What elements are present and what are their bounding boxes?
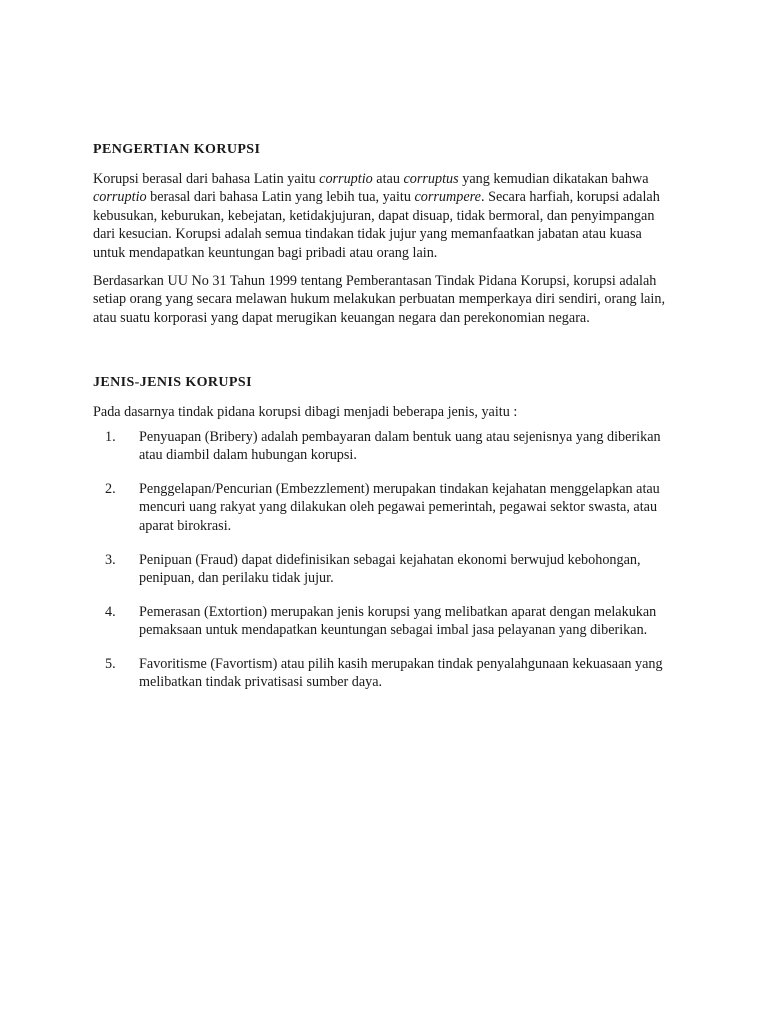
list-item-text: Favoritisme (Favortism) atau pilih kasih merupakan tindak penyalahgunaan kekuasaan yang melibatkan tindak privatisasi sumber daya. bbox=[139, 655, 663, 691]
list-number: 1. bbox=[105, 428, 116, 445]
latin-term: corruptio bbox=[319, 170, 373, 187]
list-number: 3. bbox=[105, 551, 116, 568]
list-item bbox=[93, 551, 673, 588]
list-item bbox=[93, 480, 673, 536]
list-intro: Pada dasarnya tindak pidana korupsi dibagi menjadi beberapa jenis, yaitu : bbox=[93, 403, 518, 420]
paragraph-legal-definition: Berdasarkan UU No 31 Tahun 1999 tentang Pemberantasan Tindak Pidana Korupsi, korupsi adalah setiap orang yang secara melawan hukum melakukan perbuatan memperkaya diri sendiri, orang lain, atau suatu korporasi yang dapat merugikan keuangan negara dan perekonomian negara. bbox=[93, 272, 666, 326]
list-number: 5. bbox=[105, 655, 116, 672]
corruption-types-list bbox=[93, 428, 673, 693]
list-number: 2. bbox=[105, 480, 116, 497]
list-item-text: Pemerasan (Extortion) merupakan jenis korupsi yang melibatkan aparat dengan melakukan pemaksaan untuk mendapatkan keuntungan sebagai imbal jasa pelayanan yang diberikan. bbox=[139, 603, 657, 639]
list-item bbox=[93, 655, 673, 692]
section-heading-pengertian: PENGERTIAN KORUPSI bbox=[93, 142, 261, 157]
list-item-text: Penyuapan (Bribery) adalah pembayaran dalam bentuk uang atau sejenisnya yang diberikan atau diambil dalam hubungan korupsi. bbox=[139, 428, 661, 464]
paragraph-definition: Korupsi berasal dari bahasa Latin yaitu corruptio atau corruptus yang kemudian dikatakan bahwa corruptio berasal dari bahasa Latin yang lebih tua, yaitu corrumpere. Secara harfiah, korupsi adalah kebusukan, keburukan, kebejatan, ketidakjujuran, dapat disuap, tidak bermoral, dan penyimpangan dari kesucian. Korupsi adalah semua tindakan tidak jujur yang memanfaatkan jabatan atau kuasa untuk mendapatkan keuntungan bagi pribadi atau orang lain. bbox=[93, 170, 660, 261]
list-item bbox=[93, 603, 673, 640]
latin-term: corruptus bbox=[403, 170, 459, 187]
latin-term: corruptio bbox=[93, 189, 147, 206]
latin-term: corrumpere bbox=[414, 189, 481, 206]
list-item-text: Penggelapan/Pencurian (Embezzlement) merupakan tindakan kejahatan menggelapkan atau mencuri uang rakyat yang dilakukan oleh pegawai pemerintah, pegawai sektor swasta, atau aparat birokrasi. bbox=[139, 480, 660, 534]
list-item bbox=[93, 428, 673, 465]
section-heading-jenis: JENIS-JENIS KORUPSI bbox=[93, 375, 252, 391]
list-item-text: Penipuan (Fraud) dapat didefinisikan sebagai kejahatan ekonomi berwujud kebohongan, penipuan, dan perilaku tidak jujur. bbox=[139, 551, 641, 587]
list-number: 4. bbox=[105, 603, 116, 620]
document-page bbox=[93, 141, 673, 707]
section-spacer bbox=[93, 336, 673, 374]
